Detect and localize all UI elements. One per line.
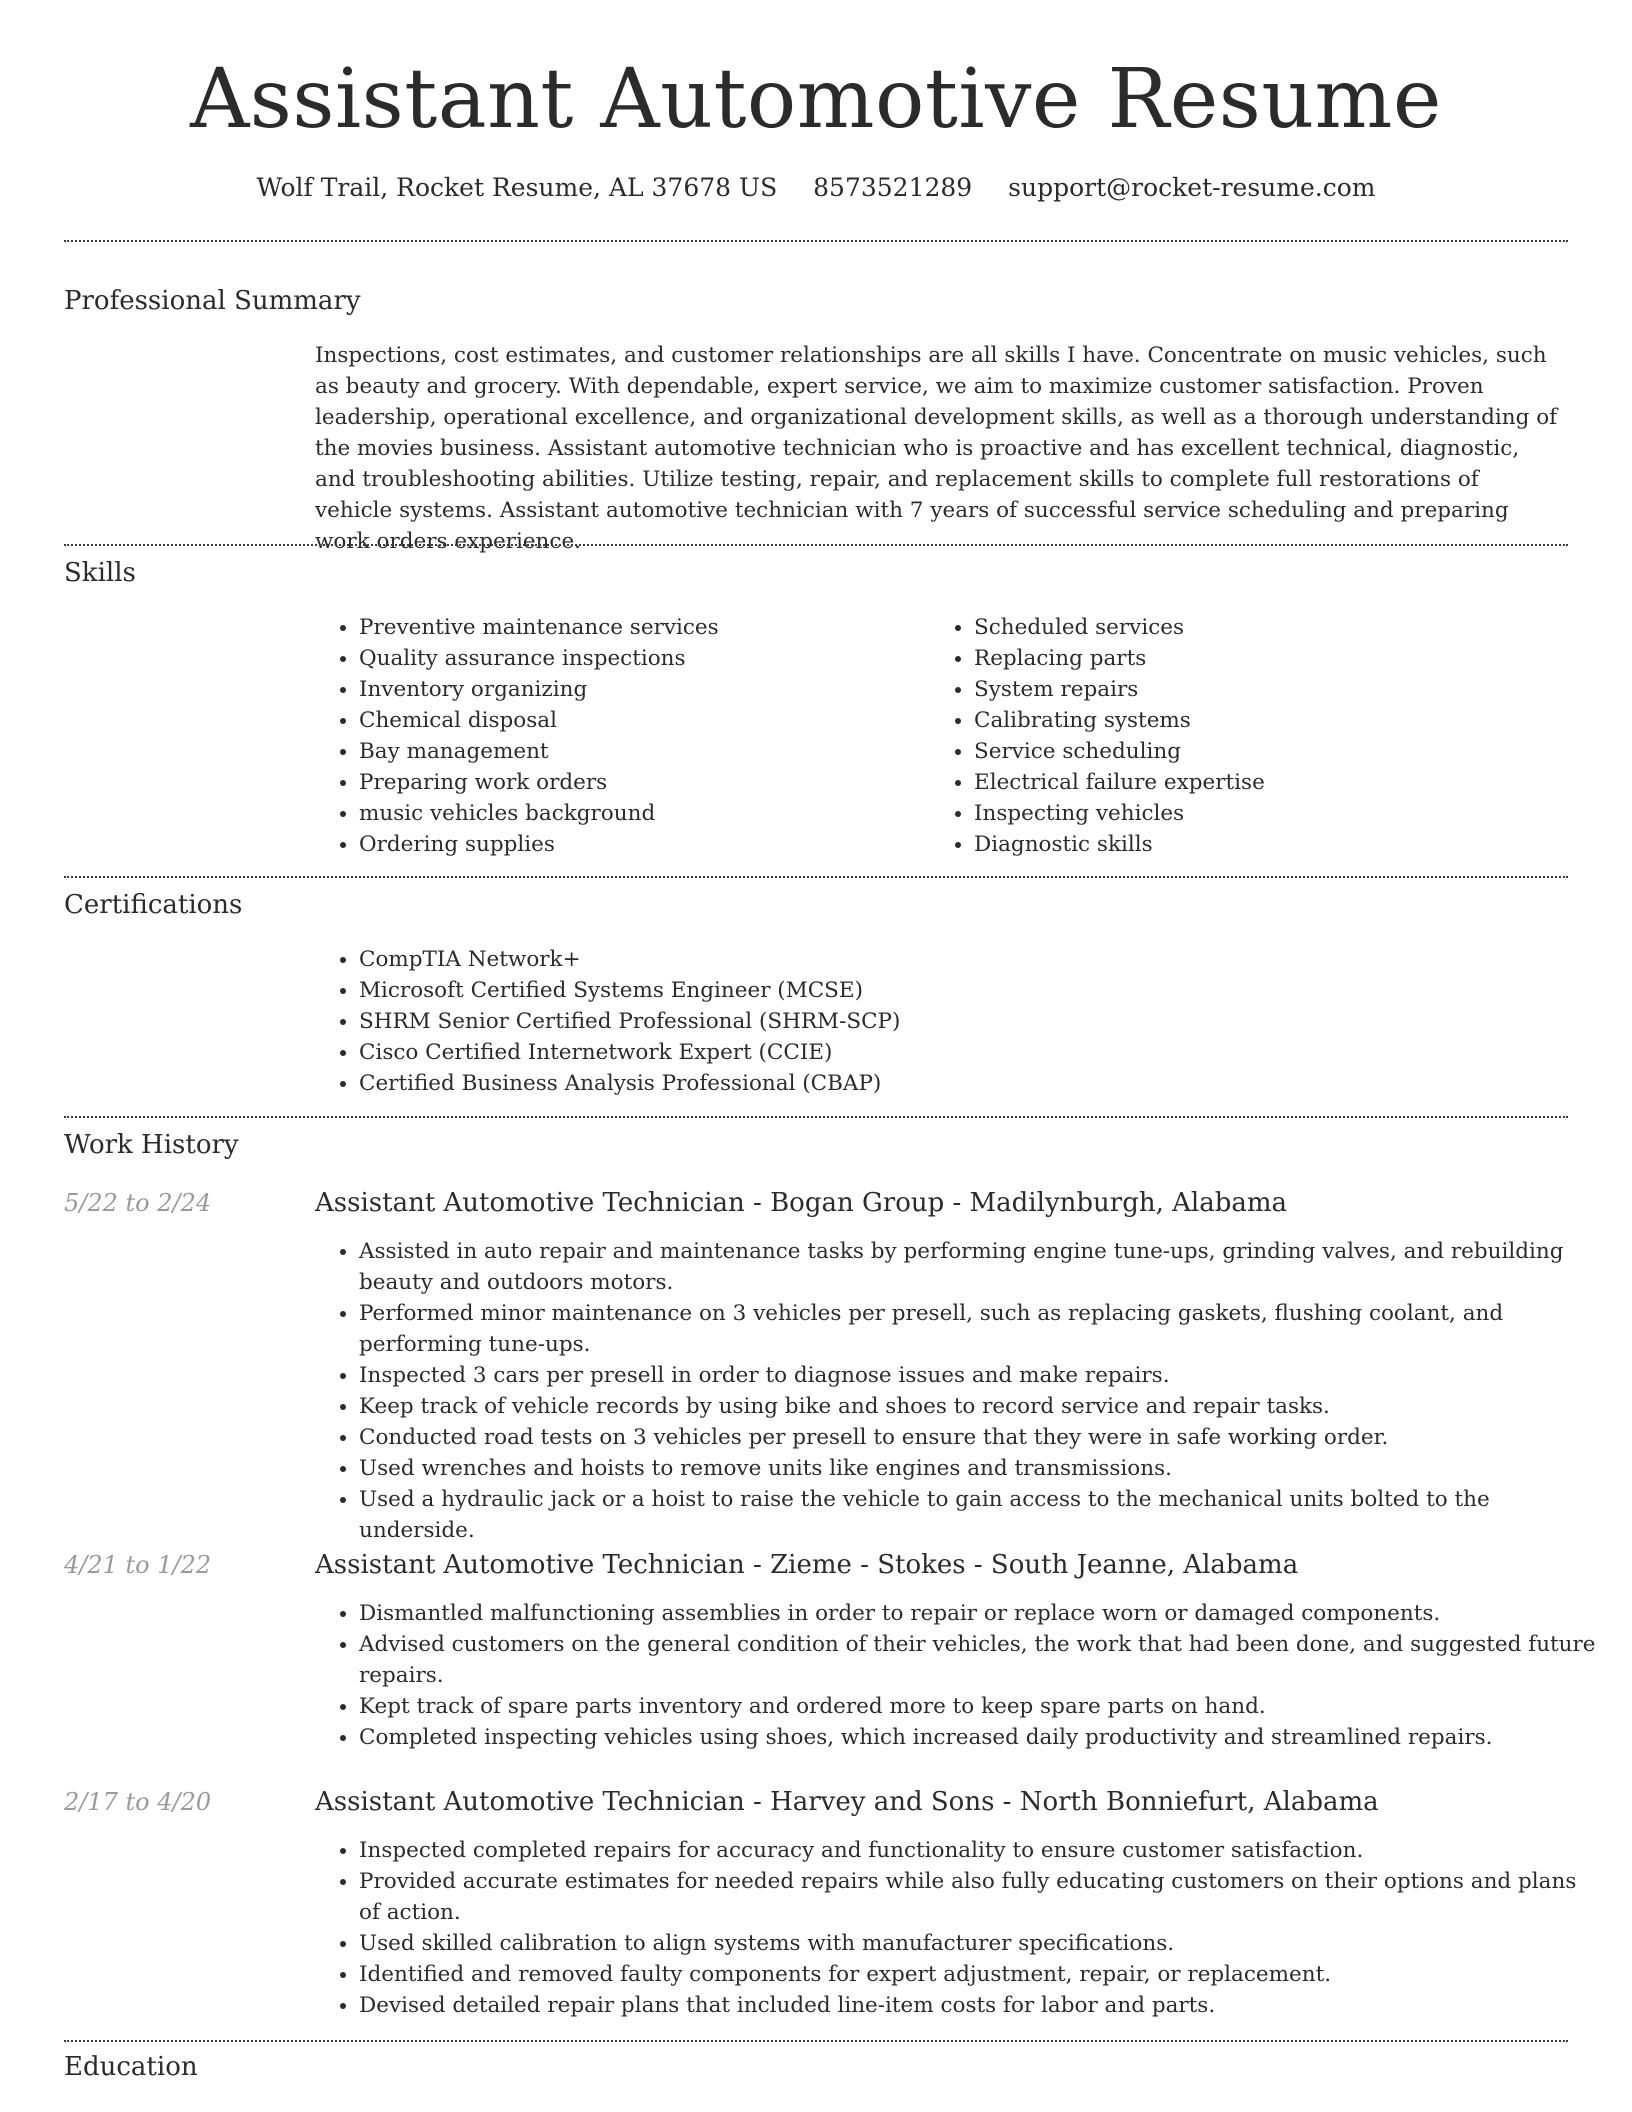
section-title-certifications: Certifications bbox=[64, 890, 243, 920]
skills-list-right bbox=[930, 612, 1574, 860]
skill-item: • Diagnostic skills bbox=[974, 829, 1574, 860]
skill-item: • Electrical failure expertise bbox=[974, 767, 1574, 798]
skill-item: • Inventory organizing bbox=[359, 674, 919, 705]
contact-email: support@rocket-resume.com bbox=[1008, 173, 1376, 202]
job-bullet: • Completed inspecting vehicles using shoes, which increased daily productivity and streamlined repairs. bbox=[359, 1722, 1604, 1753]
section-title-skills: Skills bbox=[64, 558, 136, 588]
skill-item: • Inspecting vehicles bbox=[974, 798, 1574, 829]
section-title-education: Education bbox=[64, 2052, 198, 2082]
skill-item: • Quality assurance inspections bbox=[359, 643, 919, 674]
skill-item: • music vehicles background bbox=[359, 798, 919, 829]
job-bullets bbox=[315, 1835, 1604, 2021]
contact-phone: 8573521289 bbox=[813, 173, 973, 202]
job-bullets bbox=[315, 1236, 1604, 1546]
divider bbox=[64, 240, 1568, 242]
skill-item: • Replacing parts bbox=[974, 643, 1574, 674]
certification-item: • Microsoft Certified Systems Engineer (MCSE) bbox=[359, 975, 1559, 1006]
job-title: Assistant Automotive Technician - Bogan Group - Madilynburgh, Alabama bbox=[315, 1188, 1288, 1218]
job-bullets bbox=[315, 1598, 1604, 1753]
job-bullet: • Used skilled calibration to align systems with manufacturer specifications. bbox=[359, 1928, 1604, 1959]
job-bullet: • Inspected completed repairs for accuracy and functionality to ensure customer satisfaction. bbox=[359, 1835, 1604, 1866]
certification-item: • Cisco Certified Internetwork Expert (CCIE) bbox=[359, 1037, 1559, 1068]
skill-item: • Chemical disposal bbox=[359, 705, 919, 736]
skill-item: • Scheduled services bbox=[974, 612, 1574, 643]
certification-item: • SHRM Senior Certified Professional (SHRM-SCP) bbox=[359, 1006, 1559, 1037]
job-bullet: • Performed minor maintenance on 3 vehicles per presell, such as replacing gaskets, flushing coolant, and performing tune-ups. bbox=[359, 1298, 1604, 1360]
divider bbox=[64, 544, 1568, 546]
contact-address: Wolf Trail, Rocket Resume, AL 37678 US bbox=[256, 173, 778, 202]
job-bullet: • Conducted road tests on 3 vehicles per presell to ensure that they were in safe working order. bbox=[359, 1422, 1604, 1453]
certification-item: • CompTIA Network+ bbox=[359, 944, 1559, 975]
divider bbox=[64, 1116, 1568, 1118]
job-title: Assistant Automotive Technician - Harvey and Sons - North Bonniefurt, Alabama bbox=[315, 1787, 1379, 1817]
job-bullet: • Inspected 3 cars per presell in order to diagnose issues and make repairs. bbox=[359, 1360, 1604, 1391]
section-title-work-history: Work History bbox=[64, 1130, 239, 1160]
job-title: Assistant Automotive Technician - Zieme - Stokes - South Jeanne, Alabama bbox=[315, 1550, 1299, 1580]
job-bullet: • Dismantled malfunctioning assemblies in order to repair or replace worn or damaged components. bbox=[359, 1598, 1604, 1629]
skill-item: • Calibrating systems bbox=[974, 705, 1574, 736]
job-bullet: • Used a hydraulic jack or a hoist to raise the vehicle to gain access to the mechanical units bolted to the underside. bbox=[359, 1484, 1604, 1546]
skill-item: • Preparing work orders bbox=[359, 767, 919, 798]
certifications-list bbox=[315, 944, 1559, 1099]
job-bullet: • Identified and removed faulty components for expert adjustment, repair, or replacement. bbox=[359, 1959, 1604, 1990]
certification-item: • Certified Business Analysis Professional (CBAP) bbox=[359, 1068, 1559, 1099]
job-bullet: • Devised detailed repair plans that included line-item costs for labor and parts. bbox=[359, 1990, 1604, 2021]
contact-line bbox=[0, 170, 1632, 206]
skill-item: • Preventive maintenance services bbox=[359, 612, 919, 643]
job-dates: 4/21 to 1/22 bbox=[64, 1551, 212, 1579]
resume-name: Assistant Automotive Resume bbox=[190, 52, 1442, 147]
job-bullet: • Kept track of spare parts inventory and ordered more to keep spare parts on hand. bbox=[359, 1691, 1604, 1722]
divider bbox=[64, 2040, 1568, 2042]
section-title-summary: Professional Summary bbox=[64, 286, 361, 316]
job-bullet: • Advised customers on the general condition of their vehicles, the work that had been done, and suggested future repairs. bbox=[359, 1629, 1604, 1691]
skill-item: • Ordering supplies bbox=[359, 829, 919, 860]
job-bullet: • Used wrenches and hoists to remove units like engines and transmissions. bbox=[359, 1453, 1604, 1484]
skill-item: • Service scheduling bbox=[974, 736, 1574, 767]
job-dates: 2/17 to 4/20 bbox=[64, 1788, 212, 1816]
summary-text: Inspections, cost estimates, and customer relationships are all skills I have. Concentrate on music vehicles, such as beauty and grocery. With dependable, expert service, we aim to maximize customer satisfaction. Proven leadership, operational excellence, and organizational development skills, as well as a thorough understanding of the movies business. Assistant automotive technician who is proactive and has excellent technical, diagnostic, and troubleshooting abilities. Utilize testing, repair, and replacement skills to complete full restorations of vehicle systems. Assistant automotive technician with 7 years of successful service scheduling and preparing work orders experience. bbox=[315, 343, 1558, 554]
job-dates: 5/22 to 2/24 bbox=[64, 1189, 212, 1217]
skills-list-left bbox=[315, 612, 919, 860]
divider bbox=[64, 876, 1568, 878]
job-bullet: • Keep track of vehicle records by using bike and shoes to record service and repair tasks. bbox=[359, 1391, 1604, 1422]
skill-item: • System repairs bbox=[974, 674, 1574, 705]
job-bullet: • Assisted in auto repair and maintenance tasks by performing engine tune-ups, grinding valves, and rebuilding beauty and outdoors motors. bbox=[359, 1236, 1604, 1298]
skill-item: • Bay management bbox=[359, 736, 919, 767]
job-bullet: • Provided accurate estimates for needed repairs while also fully educating customers on their options and plans of action. bbox=[359, 1866, 1604, 1928]
